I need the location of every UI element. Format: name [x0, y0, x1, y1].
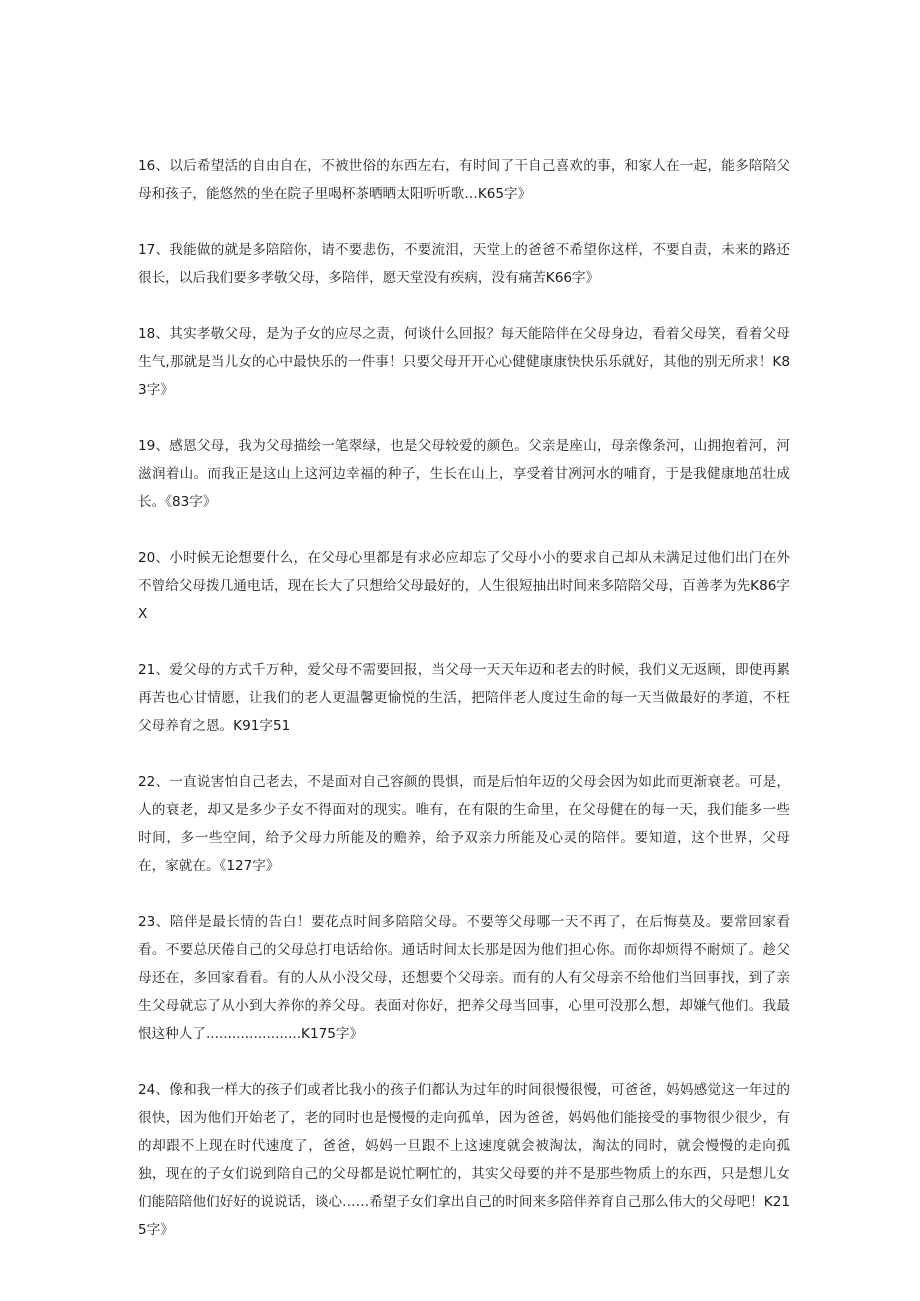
paragraph-18: 18、其实孝敬父母，是为子女的应尽之责，何谈什么回报？每天能陪伴在父母身边，看着父母笑，看着父母生气,那就是当儿女的心中最快乐的一件事！只要父母开开心心健健康康快快乐乐就好，其他的别无所求！K83字》: [138, 326, 790, 398]
paragraph-20: 20、小时候无论想要什么，在父母心里都是有求必应却忘了父母小小的要求自己却从未满足过他们出门在外不曾给父母拨几通电话，现在长大了只想给父母最好的，人生很短抽出时间来多陪陪父母，百善孝为先K86字X: [138, 550, 790, 622]
paragraph-19: 19、感恩父母，我为父母描绘一笔翠绿，也是父母较爱的颜色。父亲是座山，母亲像条河，山拥抱着河，河滋润着山。而我正是这山上这河边幸福的种子，生长在山上，享受着甘冽河水的哺育，于是我健康地茁壮成长。《83字》: [138, 438, 790, 510]
paragraph-22: 22、一直说害怕自己老去，不是面对自己容颜的畏惧，而是后怕年迈的父母会因为如此而更渐衰老。可是，人的衰老，却又是多少子女不得面对的现实。唯有，在有限的生命里，在父母健在的每一天，我们能多一些时间，多一些空间，给予父母力所能及的赡养，给予双亲力所能及心灵的陪伴。要知道，这个世界，父母在，家就在。《127字》: [138, 774, 790, 874]
paragraph-17: 17、我能做的就是多陪陪你，请不要悲伤，不要流泪，天堂上的爸爸不希望你这样，不要自责，未来的路还很长，以后我们要多孝敬父母，多陪伴，愿天堂没有疾病，没有痛苦K66字》: [138, 242, 790, 286]
paragraph-16: 16、以后希望活的自由自在，不被世俗的东西左右，有时间了干自己喜欢的事，和家人在一起，能多陪陪父母和孩子，能悠然的坐在院子里喝杯茶晒晒太阳听听歌…K65字》: [138, 158, 790, 202]
paragraph-24: 24、像和我一样大的孩子们或者比我小的孩子们都认为过年的时间很慢很慢，可爸爸，妈妈感觉这一年过的很快，因为他们开始老了，老的同时也是慢慢的走向孤单，因为爸爸，妈妈他们能接受的事物很少很少，有的却跟不上现在时代速度了，爸爸，妈妈一旦跟不上这速度就会被淘汰，淘汰的同时，就会慢慢的走向孤独，现在的子女们说到陪自己的父母都是说忙啊忙的，其实父母要的并不是那些物质上的东西，只是想儿女们能陪陪他们好好的说说话，谈心……希望子女们拿出自己的时间来多陪伴养育自己那么伟大的父母吧！K215字》: [138, 1082, 790, 1238]
document-body: [138, 152, 790, 1272]
paragraph-23: 23、陪伴是最长情的告白！要花点时间多陪陪父母。不要等父母哪一天不再了，在后悔莫及。要常回家看看。不要总厌倦自己的父母总打电话给你。通话时间太长那是因为他们担心你。而你却烦得不耐烦了。趁父母还在，多回家看看。有的人从小没父母，还想要个父母亲。而有的人有父母亲不给他们当回事找，到了亲生父母就忘了从小到大养你的养父母。表面对你好，把养父母当回事，心里可没那么想，却嫌气他们。我最恨这种人了......................K175字》: [138, 914, 790, 1042]
paragraph-21: 21、爱父母的方式千万种，爱父母不需要回报，当父母一天天年迈和老去的时候，我们义无返顾，即使再累再苦也心甘情愿，让我们的老人更温馨更愉悦的生活，把陪伴老人度过生命的每一天当做最好的孝道，不枉父母养育之恩。K91字51: [138, 662, 790, 734]
